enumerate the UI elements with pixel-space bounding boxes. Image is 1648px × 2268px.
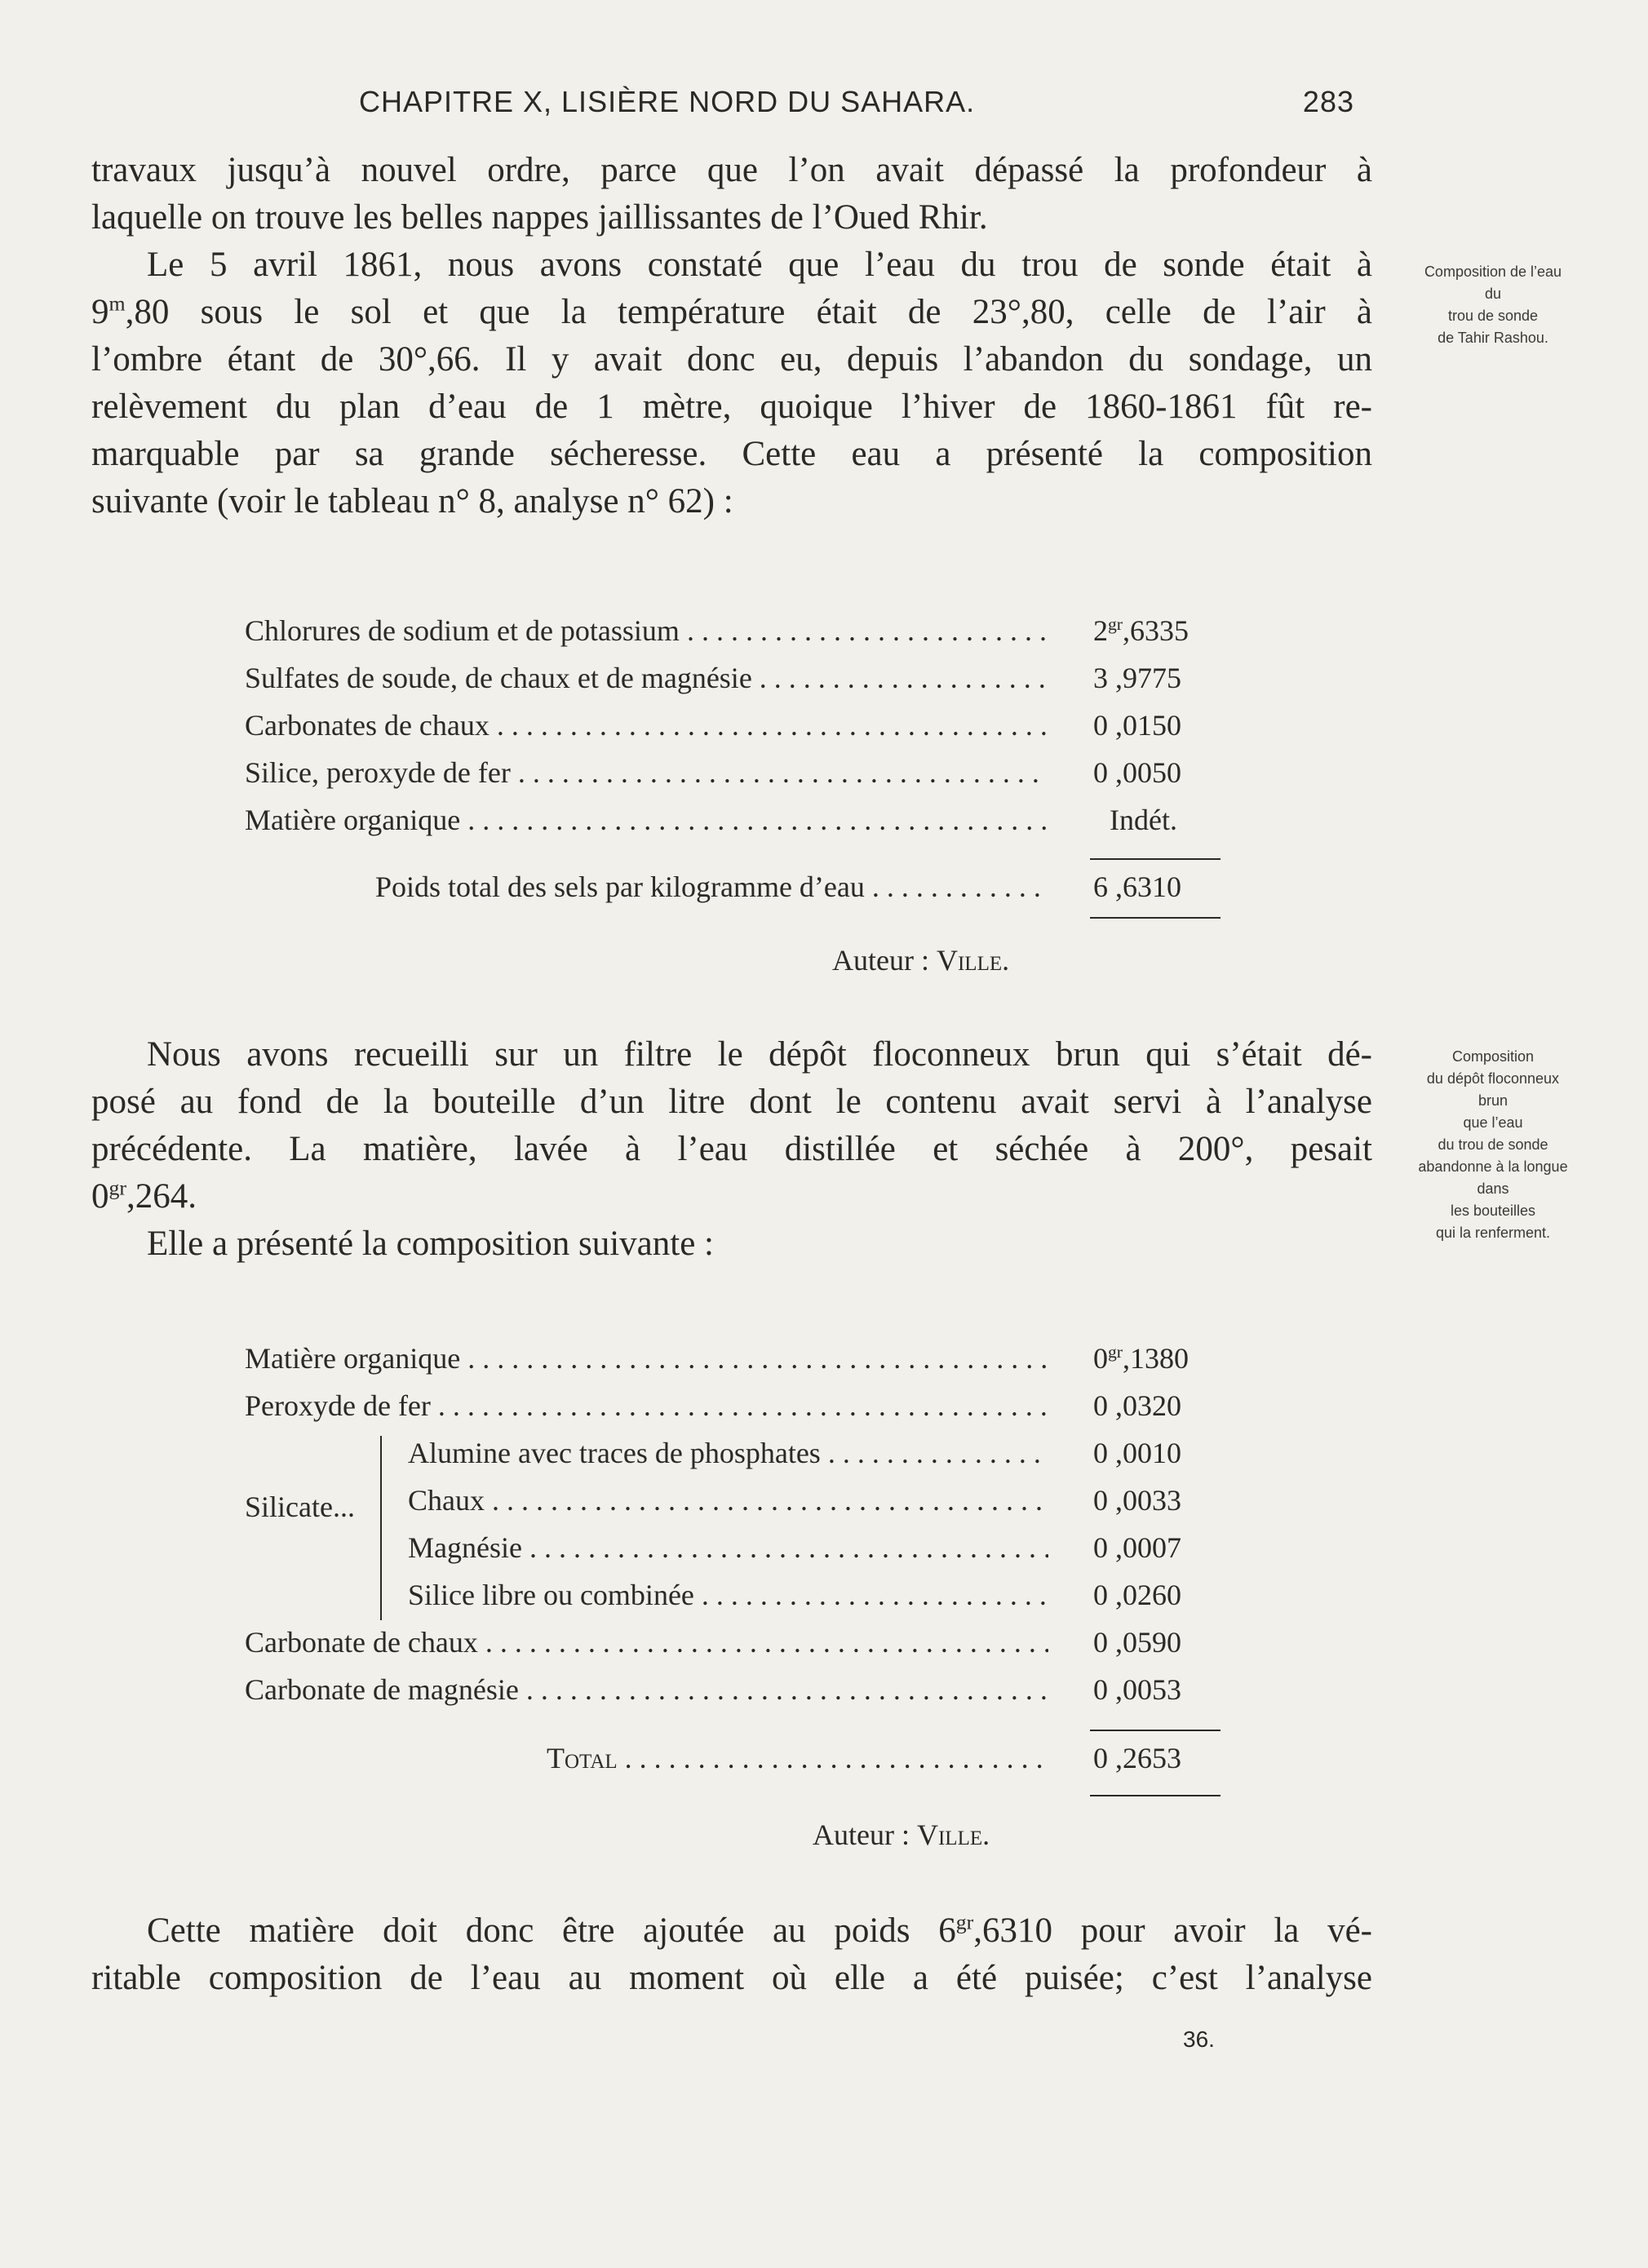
text-line: précédente. La matière, lavée à l’eau distillée et séchée à 200°, pesait [91, 1130, 1372, 1168]
table-row: Chaux . . . 0 ,0033 [245, 1483, 1224, 1522]
table-row: Peroxyde de fer . . . 0 ,0320 [245, 1389, 1224, 1428]
paragraph-deposit [91, 1031, 1372, 1268]
table-row: Alumine avec traces de phosphates . . . 0 ,0010 [245, 1436, 1224, 1475]
text-line: l’ombre étant de 30°,66. Il y avait donc eu, depuis l’abandon du sondage, un [91, 340, 1372, 379]
total-rule [1090, 917, 1220, 919]
text-line: $0^{gr},264$. [91, 1176, 197, 1216]
paragraph-conclusion [91, 1907, 1372, 2002]
table-total-row: Total . . . 0 ,2653 [245, 1741, 1224, 1780]
table-total-row: Poids total des sels par kilogramme d’eau . . . 6 ,6310 [245, 870, 1224, 909]
text-line: laquelle on trouve les belles nappes jaillissantes de l’Oued Rhir. [91, 198, 988, 237]
table-row: Carbonate de chaux . . . 0 ,0590 [245, 1625, 1224, 1664]
signature-mark: 36. [1183, 2027, 1215, 2052]
paragraph-water-measurement [91, 241, 1372, 525]
table-row: Carbonates de chaux . . . 0 ,0150 [245, 708, 1224, 747]
silicate-group-label: Silicate... [245, 1491, 355, 1523]
text-line: Elle a présenté la composition suivante : [147, 1225, 714, 1263]
text-line: relèvement du plan d’eau de 1 mètre, quoique l’hiver de 1860-1861 fût re- [91, 388, 1372, 426]
sum-rule [1090, 1730, 1220, 1731]
text-line: travaux jusqu’à nouvel ordre, parce que l’on avait dépassé la profondeur à [91, 151, 1372, 189]
text-line: ritable composition de l’eau au moment où elle a été puisée; c’est l’analyse [91, 1959, 1372, 1997]
sum-rule [1090, 858, 1220, 860]
table-row: Magnésie . . . 0 ,0007 [245, 1530, 1224, 1570]
table-row: Matière organique . . . Indét. [245, 803, 1224, 842]
text-line: Cette matière doit donc être ajoutée au poids $6^{gr},6310$ pour avoir la vé- [147, 1910, 1373, 1950]
text-line: 9$^m$,80 sous le sol et que la température était de 23°,80, celle de l’air à [91, 291, 1372, 331]
margin-note-deposit: Composition du dépôt floconneux brun que l’eau du trou de sonde abandonne à la longue dans les bouteilles qui la renferment. [1418, 1048, 1568, 1241]
table-row: Matière organique . . . $0^{gr},1380$ [245, 1341, 1224, 1380]
paragraph-continuation [91, 147, 1372, 241]
table-row: Sulfates de soude, de chaux et de magnésie . . . 3 ,9775 [245, 661, 1224, 700]
text-line: suivante (voir le tableau n° 8, analyse n° 62) : [91, 482, 733, 520]
table-row: Carbonate de magnésie . . . 0 ,0053 [245, 1672, 1224, 1712]
running-head [359, 85, 1354, 124]
text-line: Nous avons recueilli sur un filtre le dépôt floconneux brun qui s’était dé- [147, 1035, 1372, 1074]
author-credit-1: Auteur : Ville. [832, 944, 1010, 977]
table-row: Silice libre ou combinée . . . 0 ,0260 [245, 1578, 1224, 1617]
text-line: marquable par sa grande sécheresse. Cette eau a présenté la composition [91, 435, 1372, 473]
margin-note-water: Composition de l’eau du trou de sonde de Tahir Rashou. [1424, 264, 1562, 346]
chapter-title: CHAPITRE X, LISIÈRE NORD DU SAHARA. [359, 85, 976, 118]
table-row: Silice, peroxyde de fer . . . 0 ,0050 [245, 755, 1224, 795]
total-rule [1090, 1795, 1220, 1796]
text-line: Le 5 avril 1861, nous avons constaté que l’eau du trou de sonde était à [147, 246, 1372, 284]
author-credit-2: Auteur : Ville. [813, 1818, 990, 1851]
table-row: Chlorures de sodium et de potassium . . . $2^{gr},6335$ [245, 614, 1224, 653]
text-line: posé au fond de la bouteille d’un litre dont le contenu avait servi à l’analyse [91, 1083, 1372, 1121]
page-number: 283 [1302, 85, 1354, 118]
